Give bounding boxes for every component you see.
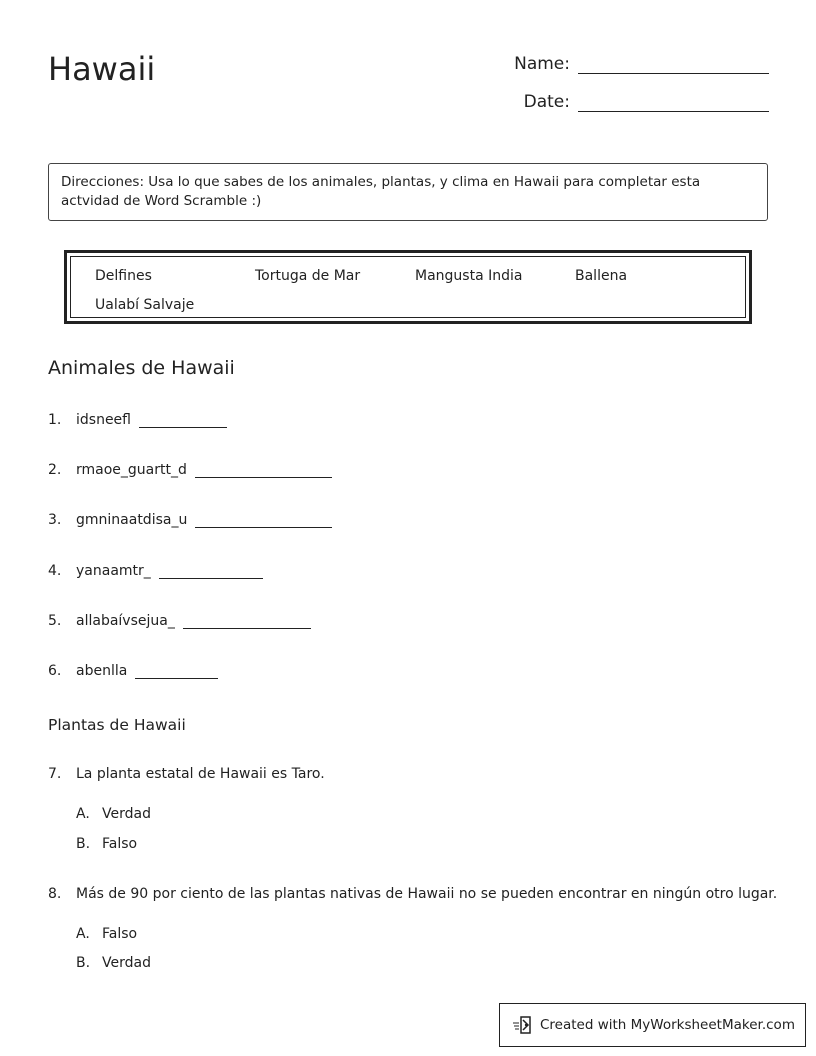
question-2 [48, 462, 332, 478]
option-7b[interactable] [76, 836, 137, 852]
question-text: allabaívsejua_ [76, 613, 175, 629]
question-number: 7. [48, 766, 62, 782]
question-text: abenlla [76, 663, 128, 679]
question-8 [48, 886, 777, 902]
word-bank-item: Tortuga de Mar [255, 268, 361, 284]
option-text: Verdad [102, 806, 151, 822]
answer-blank[interactable] [139, 427, 227, 428]
word-bank-inner [70, 256, 746, 318]
answer-blank[interactable] [135, 678, 218, 679]
word-bank [64, 250, 752, 324]
section-title-animales: Animales de Hawaii [48, 357, 235, 379]
name-label: Name: [514, 54, 570, 74]
question-number: 2. [48, 462, 62, 478]
footer-text: Created with MyWorksheetMaker.com [540, 1017, 795, 1033]
date-label: Date: [523, 92, 570, 112]
directions-box: Direcciones: Usa lo que sabes de los animales, plantas, y clima en Hawaii para completar esta actvidad de Word Scramble :) [48, 163, 768, 221]
question-text: yanaamtr_ [76, 563, 151, 579]
question-3 [48, 512, 332, 528]
name-field [500, 54, 769, 74]
option-letter: A. [76, 806, 90, 822]
question-text: gmninaatdisa_u [76, 512, 188, 528]
option-text: Verdad [102, 955, 151, 971]
word-bank-item: Mangusta India [415, 268, 523, 284]
question-5 [48, 613, 311, 629]
pen-nib-icon [512, 1014, 534, 1036]
question-number: 5. [48, 613, 62, 629]
question-4 [48, 563, 263, 579]
question-text: rmaoe_guartt_d [76, 462, 187, 478]
answer-blank[interactable] [195, 527, 332, 528]
name-line[interactable] [578, 54, 769, 74]
question-number: 1. [48, 412, 62, 428]
word-bank-item: Ballena [575, 268, 628, 284]
word-bank-item: Ualabí Salvaje [95, 297, 195, 313]
worksheet-title: Hawaii [48, 50, 156, 88]
question-number: 8. [48, 886, 62, 902]
date-line[interactable] [578, 92, 769, 112]
option-text: Falso [102, 836, 138, 852]
word-bank-item: Delfines [95, 268, 152, 284]
date-field [500, 92, 769, 112]
question-text: Más de 90 por ciento de las plantas nativas de Hawaii no se pueden encontrar en ningún otro lugar. [76, 886, 778, 902]
option-letter: A. [76, 926, 90, 942]
option-8b[interactable] [76, 955, 151, 971]
question-number: 3. [48, 512, 62, 528]
footer-badge[interactable] [499, 1003, 806, 1047]
question-text: idsneefl [76, 412, 131, 428]
section-title-plantas: Plantas de Hawaii [48, 716, 186, 734]
answer-blank[interactable] [183, 628, 311, 629]
option-text: Falso [102, 926, 138, 942]
option-letter: B. [76, 955, 91, 971]
question-1 [48, 412, 227, 428]
answer-blank[interactable] [195, 477, 332, 478]
option-8a[interactable] [76, 926, 137, 942]
option-letter: B. [76, 836, 91, 852]
answer-blank[interactable] [159, 578, 263, 579]
question-7 [48, 766, 325, 782]
question-number: 6. [48, 663, 62, 679]
question-6 [48, 663, 218, 679]
question-number: 4. [48, 563, 62, 579]
question-text: La planta estatal de Hawaii es Taro. [76, 766, 325, 782]
option-7a[interactable] [76, 806, 151, 822]
